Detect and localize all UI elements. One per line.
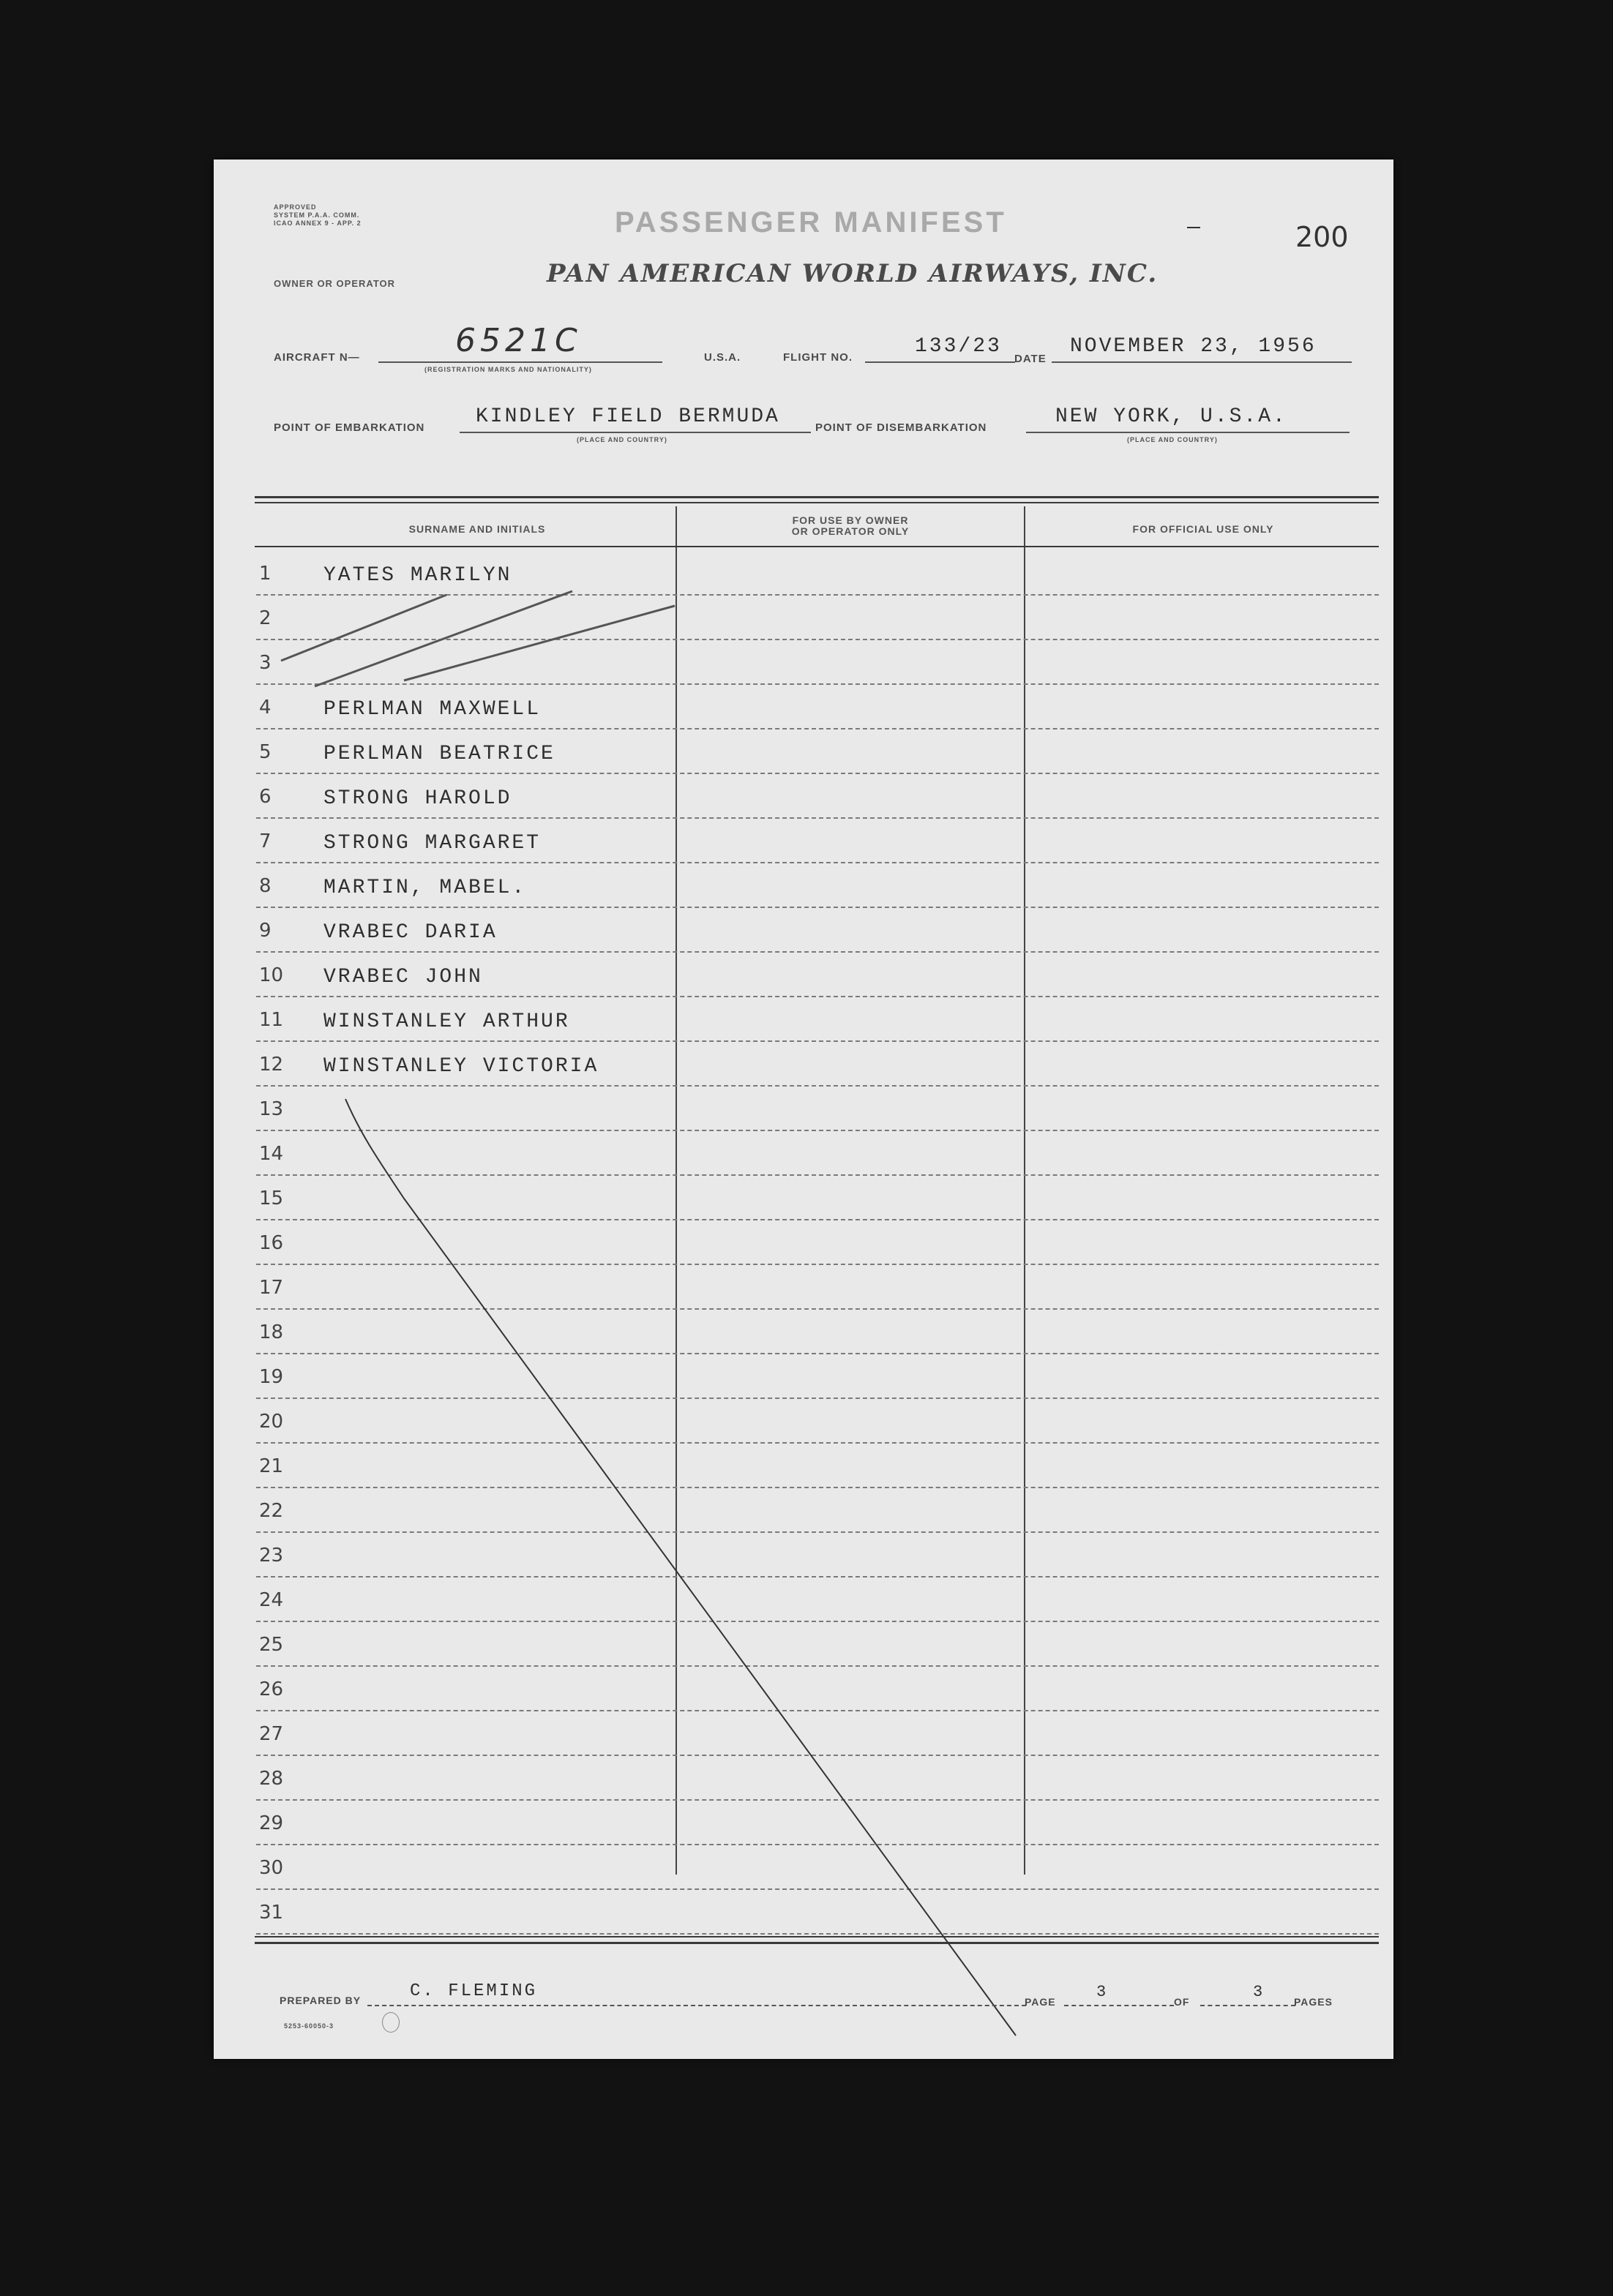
passenger-name: VRABEC DARIA	[323, 921, 498, 944]
of-value: 3	[1253, 1983, 1265, 2001]
row-number: 22	[259, 1500, 284, 1522]
form-title: PASSENGER MANIFEST	[615, 206, 1007, 239]
row-number: 11	[259, 1009, 284, 1031]
row-number: 31	[259, 1902, 284, 1924]
row-number: 3	[259, 652, 272, 674]
flight-label: FLIGHT NO.	[783, 351, 853, 364]
passenger-name: STRONG HAROLD	[323, 787, 512, 810]
date-label: DATE	[1014, 353, 1047, 365]
disembark-place-note: (PLACE AND COUNTRY)	[1127, 436, 1218, 443]
row-number: 14	[259, 1143, 284, 1165]
cancel-diagonal-line	[345, 1099, 1016, 2036]
aircraft-label: AIRCRAFT N—	[274, 351, 360, 364]
row-number: 2	[259, 607, 272, 629]
printer-union-mark	[382, 2012, 400, 2033]
flight-value: 133/23	[915, 335, 1002, 358]
row-number: 23	[259, 1545, 284, 1567]
aircraft-value: 6521C	[455, 322, 582, 359]
row-number: 24	[259, 1589, 284, 1611]
approval-line-2: SYSTEM P.A.A. COMM.	[274, 211, 360, 219]
prepared-label: PREPARED BY	[280, 1995, 362, 2006]
passenger-name: WINSTANLEY ARTHUR	[323, 1010, 570, 1033]
row-number: 1	[259, 563, 272, 585]
registration-note: (REGISTRATION MARKS AND NATIONALITY)	[424, 366, 592, 373]
cancellation-marks	[214, 160, 1393, 2059]
passenger-name: MARTIN, MABEL.	[323, 877, 527, 899]
strike-line-2	[315, 591, 572, 686]
passenger-name: PERLMAN BEATRICE	[323, 743, 555, 765]
passenger-name: STRONG MARGARET	[323, 832, 542, 855]
strike-line-1	[281, 595, 446, 661]
row-number: 16	[259, 1232, 284, 1254]
of-label: OF	[1174, 1996, 1190, 2008]
prepared-value: C. FLEMING	[410, 1981, 538, 2001]
owner-label: OWNER OR OPERATOR	[274, 278, 396, 289]
of-underline	[1200, 2005, 1295, 2006]
passenger-name: PERLMAN MAXWELL	[323, 698, 542, 721]
row-number: 18	[259, 1321, 284, 1343]
row-number: 25	[259, 1634, 284, 1656]
row-number: 29	[259, 1812, 284, 1834]
page-label: PAGE	[1025, 1996, 1056, 2008]
row-number: 4	[259, 697, 272, 719]
page-underline	[1064, 2005, 1174, 2006]
col-surname-header: SURNAME AND INITIALS	[408, 523, 546, 535]
col-owner-header-line-2: OR OPERATOR ONLY	[791, 525, 910, 537]
embark-place-note: (PLACE AND COUNTRY)	[577, 436, 667, 443]
row-number: 12	[259, 1054, 284, 1076]
row-number: 26	[259, 1678, 284, 1700]
passenger-name: YATES MARILYN	[323, 564, 512, 587]
date-value: NOVEMBER 23, 1956	[1070, 335, 1317, 358]
usa-label: U.S.A.	[704, 351, 741, 364]
approval-line-3: ICAO ANNEX 9 - APP. 2	[274, 220, 362, 227]
row-number: 8	[259, 875, 272, 897]
row-number: 30	[259, 1857, 284, 1879]
disembark-value: NEW YORK, U.S.A.	[1055, 405, 1287, 428]
disembark-label: POINT OF DISEMBARKATION	[815, 421, 987, 434]
row-number: 19	[259, 1366, 284, 1388]
row-number: 5	[259, 741, 272, 763]
row-number: 20	[259, 1411, 284, 1433]
passenger-name: WINSTANLEY VICTORIA	[323, 1055, 599, 1078]
strike-line-3	[404, 606, 675, 680]
page-value: 3	[1096, 1983, 1109, 2001]
pages-label: PAGES	[1294, 1996, 1333, 2008]
manifest-sheet	[214, 160, 1393, 2059]
company-name: PAN AMERICAN WORLD AIRWAYS, INC.	[547, 259, 1159, 288]
row-number: 13	[259, 1098, 284, 1120]
page-id: 200	[1295, 221, 1349, 253]
embark-value: KINDLEY FIELD BERMUDA	[476, 405, 780, 428]
row-number: 17	[259, 1277, 284, 1299]
col-official-header: FOR OFFICIAL USE ONLY	[1132, 523, 1274, 535]
row-number: 10	[259, 964, 284, 986]
row-number: 7	[259, 830, 272, 852]
row-number: 6	[259, 786, 272, 808]
approval-line-1: APPROVED	[274, 203, 317, 211]
row-number: 15	[259, 1188, 284, 1209]
row-number: 28	[259, 1768, 284, 1790]
form-number: 5253-60050-3	[284, 2022, 334, 2030]
col-owner-header-line-1: FOR USE BY OWNER	[792, 514, 909, 526]
row-number: 9	[259, 920, 272, 942]
row-number: 27	[259, 1723, 284, 1745]
row-number: 21	[259, 1455, 284, 1477]
passenger-name: VRABEC JOHN	[323, 966, 483, 988]
embark-label: POINT OF EMBARKATION	[274, 421, 425, 434]
prepared-underline	[367, 2005, 1026, 2006]
